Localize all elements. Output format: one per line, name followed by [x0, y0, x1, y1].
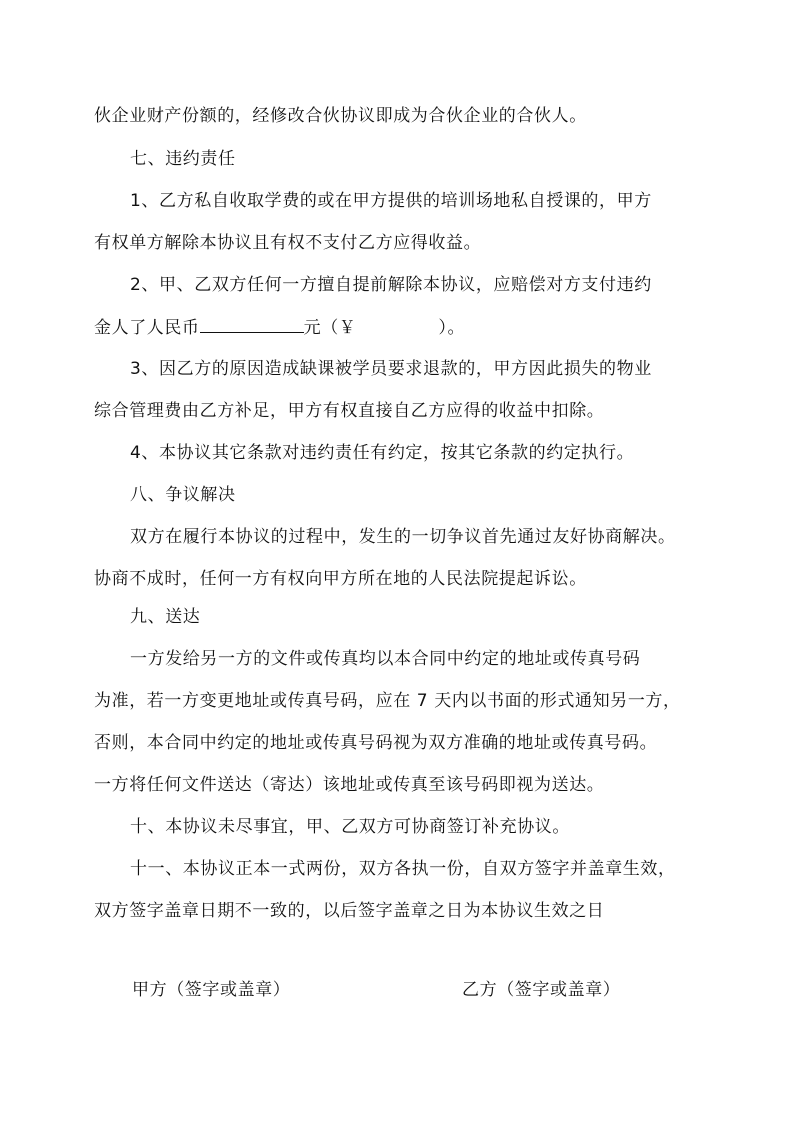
section-heading: 七、违约责任	[130, 149, 236, 169]
paragraph-line: 2、甲、乙双方任何一方擅自提前解除本协议，应赔偿对方支付违约	[130, 275, 652, 295]
section-heading: 九、送达	[130, 607, 201, 627]
penalty-amount-line	[94, 315, 465, 340]
paragraph-line: 有权单方解除本协议且有权不支付乙方应得收益。	[94, 233, 482, 253]
paragraph-line: 伙企业财产份额的，经修改合伙协议即成为合伙企业的合伙人。	[94, 106, 587, 126]
paragraph-line: 协商不成时，任何一方有权向甲方所在地的人民法院提起诉讼。	[94, 569, 587, 589]
paragraph-line: 十、本协议未尽事宜，甲、乙双方可协商签订补充协议。	[130, 817, 570, 837]
paragraph-line: 4、本协议其它条款对违约责任有约定，按其它条款的约定执行。	[130, 443, 635, 463]
penalty-unit: 元（￥	[303, 318, 357, 338]
paragraph-line: 综合管理费由乙方补足，甲方有权直接自乙方应得的收益中扣除。	[94, 401, 605, 421]
paragraph-line: 十一、本协议正本一式两份，双方各执一份，自双方签字并盖章生效，	[130, 859, 676, 879]
paragraph-line: 否则，本合同中约定的地址或传真号码视为双方准确的地址或传真号码。	[94, 733, 658, 753]
paragraph-line: 双方签字盖章日期不一致的，以后签字盖章之日为本协议生效之日	[94, 901, 605, 921]
paragraph-line: 一方发给另一方的文件或传真均以本合同中约定的地址或传真号码	[130, 649, 641, 669]
paragraph-line: 为准，若一方变更地址或传真号码，应在 7 天内以书面的形式通知另一方，	[94, 691, 681, 711]
party-a-signature-label: 甲方（签字或盖章）	[132, 980, 291, 1000]
section-heading: 八、争议解决	[130, 485, 236, 505]
paragraph-line: 一方将任何文件送达（寄达）该地址或传真至该号码即视为送达。	[94, 775, 605, 795]
paragraph-line: 3、因乙方的原因造成缺课被学员要求退款的，甲方因此损失的物业	[130, 359, 652, 379]
paragraph-line: 1、乙方私自收取学费的或在甲方提供的培训场地私自授课的，甲方	[130, 191, 652, 211]
party-b-signature-label: 乙方（签字或盖章）	[462, 980, 621, 1000]
paragraph-line: 双方在履行本协议的过程中，发生的一切争议首先通过友好协商解决。	[130, 527, 676, 547]
penalty-suffix: ）。	[438, 318, 466, 338]
penalty-prefix: 金人了人民币	[94, 318, 200, 338]
amount-blank	[200, 315, 304, 333]
